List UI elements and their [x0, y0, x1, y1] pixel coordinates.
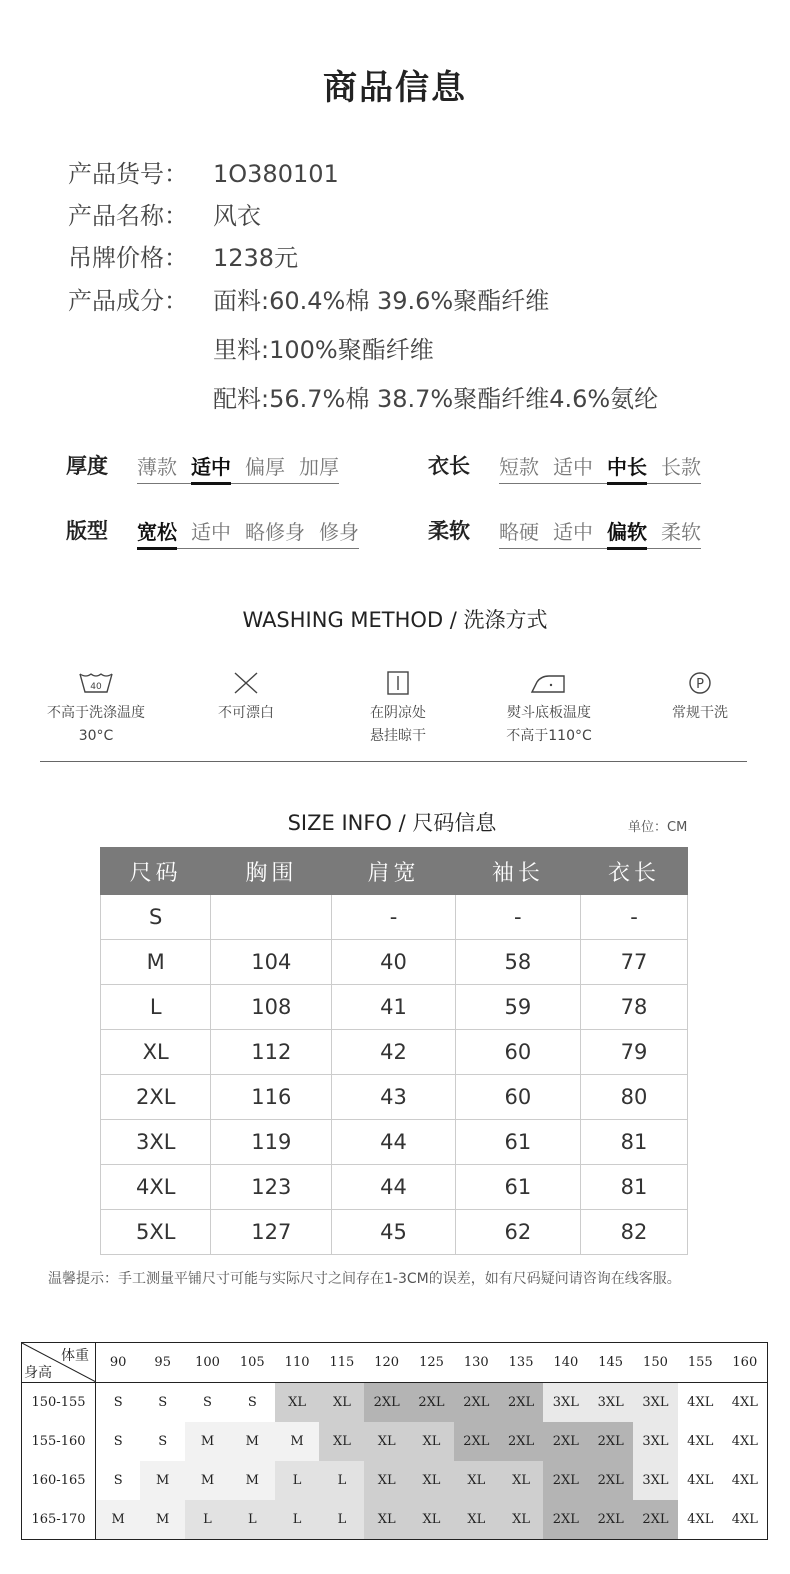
weight-header-cell: 105 — [230, 1343, 275, 1383]
fit-row — [22, 1461, 768, 1500]
fit-size-cell: 4XL — [678, 1461, 723, 1500]
attribute-options — [137, 516, 359, 549]
attribute-label: 版型 — [66, 519, 108, 543]
size-cell: 45 — [332, 1210, 455, 1255]
table-row — [101, 940, 688, 985]
size-cell: 112 — [211, 1030, 332, 1075]
dry-clean-letter: P — [696, 677, 704, 692]
fit-header-row — [22, 1343, 768, 1383]
size-cell: 82 — [580, 1210, 687, 1255]
weight-header-cell: 155 — [678, 1343, 723, 1383]
size-cell: 104 — [211, 940, 332, 985]
fit-size-cell: XL — [409, 1422, 454, 1461]
wash-item — [318, 670, 478, 748]
fit-size-cell: M — [140, 1500, 185, 1540]
fit-size-cell: 4XL — [723, 1383, 768, 1423]
wash-temp-text: 40 — [90, 682, 102, 692]
attribute-option: 适中 — [553, 455, 593, 479]
weight-header-cell: 160 — [723, 1343, 768, 1383]
weight-header-cell: 110 — [275, 1343, 320, 1383]
size-cell: 42 — [332, 1030, 455, 1075]
size-cell: 58 — [455, 940, 580, 985]
composition-lining: 里料:100%聚酯纤维 — [213, 336, 434, 364]
size-cell: 60 — [455, 1075, 580, 1120]
size-header-cell: 胸围 — [211, 848, 332, 895]
size-cell: - — [580, 895, 687, 940]
fit-size-cell: XL — [319, 1422, 364, 1461]
size-cell: 127 — [211, 1210, 332, 1255]
attribute-option: 长款 — [661, 455, 701, 479]
divider — [40, 761, 747, 762]
fit-size-cell: 2XL — [499, 1422, 544, 1461]
measurement-tip: 温馨提示：手工测量平铺尺寸可能与实际尺寸之间存在1-3CM的误差，如有尺码疑问请咨询在线客服。 — [48, 1271, 681, 1287]
fit-corner-cell — [22, 1343, 96, 1383]
size-cell: M — [101, 940, 211, 985]
info-key: 产品货号： — [68, 160, 188, 188]
weight-header-cell: 90 — [96, 1343, 141, 1383]
unit-label: 单位：CM — [628, 820, 688, 835]
size-table — [100, 847, 688, 1255]
attribute-options — [499, 451, 701, 484]
fit-size-cell: 2XL — [543, 1500, 588, 1540]
fit-size-cell: XL — [454, 1500, 499, 1540]
table-row — [101, 1210, 688, 1255]
size-cell: S — [101, 895, 211, 940]
wash-line1: 熨斗底板温度 — [507, 705, 591, 721]
dry-clean-p-icon — [680, 670, 720, 696]
fit-size-cell: M — [96, 1500, 141, 1540]
table-row — [101, 1165, 688, 1210]
size-cell: XL — [101, 1030, 211, 1075]
table-row — [101, 895, 688, 940]
fit-size-cell: XL — [409, 1500, 454, 1540]
size-cell: 81 — [580, 1165, 687, 1210]
weight-header-cell: 100 — [185, 1343, 230, 1383]
size-table-header — [101, 848, 688, 895]
size-cell: 108 — [211, 985, 332, 1030]
size-cell: 123 — [211, 1165, 332, 1210]
fit-size-cell: XL — [364, 1422, 409, 1461]
size-cell: 79 — [580, 1030, 687, 1075]
fit-size-cell: M — [230, 1461, 275, 1500]
fit-size-cell: 2XL — [588, 1500, 633, 1540]
attribute-label: 厚度 — [66, 454, 108, 478]
attribute-option: 加厚 — [299, 455, 339, 479]
table-row — [101, 1030, 688, 1075]
height-cell: 165-170 — [22, 1500, 96, 1540]
fit-size-cell: XL — [319, 1383, 364, 1423]
attribute-options — [499, 516, 701, 549]
wash-item — [620, 670, 780, 725]
info-row-price — [68, 238, 298, 273]
fit-size-cell: S — [230, 1383, 275, 1423]
attribute-option: 薄款 — [137, 455, 177, 479]
wash-item — [16, 670, 176, 748]
fit-size-cell: 2XL — [588, 1461, 633, 1500]
weight-label: 体重 — [61, 1348, 89, 1364]
size-cell: 116 — [211, 1075, 332, 1120]
fit-size-cell: M — [230, 1422, 275, 1461]
size-cell: 41 — [332, 985, 455, 1030]
wash-item — [469, 670, 629, 748]
size-cell — [211, 895, 332, 940]
no-bleach-icon — [226, 670, 266, 696]
fit-size-cell: XL — [454, 1461, 499, 1500]
size-cell: 62 — [455, 1210, 580, 1255]
size-cell: 78 — [580, 985, 687, 1030]
attribute-options — [137, 451, 339, 484]
attribute-option-selected: 宽松 — [137, 516, 177, 545]
fit-chart-table — [21, 1342, 768, 1540]
fit-size-cell: 4XL — [678, 1500, 723, 1540]
attribute-option-selected: 适中 — [191, 451, 231, 480]
table-row — [101, 1120, 688, 1165]
size-cell: 119 — [211, 1120, 332, 1165]
attribute-option: 柔软 — [661, 520, 701, 544]
fit-size-cell: 2XL — [364, 1383, 409, 1423]
size-cell: 43 — [332, 1075, 455, 1120]
wash-line1: 在阴凉处 — [370, 705, 426, 721]
attribute-option: 修身 — [319, 520, 359, 544]
line-dry-shade-icon — [378, 670, 418, 696]
fit-size-cell: 2XL — [409, 1383, 454, 1423]
weight-header-cell: 120 — [364, 1343, 409, 1383]
height-label: 身高 — [24, 1365, 52, 1381]
fit-size-cell: S — [140, 1422, 185, 1461]
wash-40-icon — [76, 670, 116, 696]
info-row-sku — [68, 154, 339, 189]
fit-size-cell: L — [275, 1500, 320, 1540]
wash-item — [166, 670, 326, 725]
fit-size-cell: L — [275, 1461, 320, 1500]
fit-size-cell: S — [96, 1383, 141, 1423]
fit-size-cell: S — [96, 1461, 141, 1500]
weight-header-cell: 130 — [454, 1343, 499, 1383]
weight-header-cell: 125 — [409, 1343, 454, 1383]
info-value: 1O380101 — [213, 160, 339, 188]
table-row — [101, 1075, 688, 1120]
fit-size-cell: 4XL — [723, 1422, 768, 1461]
attribute-option: 略修身 — [245, 520, 305, 544]
attribute-option: 短款 — [499, 455, 539, 479]
fit-size-cell: L — [230, 1500, 275, 1540]
washing-title: WASHING METHOD / 洗涤方式 — [242, 608, 548, 632]
info-value: 1238元 — [213, 244, 299, 272]
fit-size-cell: L — [185, 1500, 230, 1540]
fit-size-cell: 2XL — [454, 1422, 499, 1461]
height-cell: 160-165 — [22, 1461, 96, 1500]
height-cell: 155-160 — [22, 1422, 96, 1461]
height-cell: 150-155 — [22, 1383, 96, 1423]
attribute-option-selected: 偏软 — [607, 516, 647, 545]
size-cell: 44 — [332, 1120, 455, 1165]
size-info-title: SIZE INFO / 尺码信息 — [287, 811, 497, 835]
fit-chart-body — [22, 1343, 768, 1540]
fit-size-cell: 3XL — [543, 1383, 588, 1423]
weight-header-cell: 145 — [588, 1343, 633, 1383]
weight-header-cell: 95 — [140, 1343, 185, 1383]
info-row-name — [68, 196, 261, 231]
fit-size-cell: XL — [364, 1461, 409, 1500]
size-table-body — [101, 895, 688, 1255]
fit-size-cell: M — [185, 1461, 230, 1500]
size-header-cell: 尺码 — [101, 848, 211, 895]
fit-row — [22, 1383, 768, 1423]
attribute-label: 柔软 — [428, 519, 470, 543]
wash-line1: 不高于洗涤温度 — [47, 705, 145, 721]
fit-size-cell: 2XL — [633, 1500, 678, 1540]
attribute-option: 略硬 — [499, 520, 539, 544]
size-cell: 5XL — [101, 1210, 211, 1255]
fit-size-cell: M — [185, 1422, 230, 1461]
wash-line1: 常规干洗 — [672, 705, 728, 721]
page-title: 商品信息 — [323, 68, 467, 108]
size-cell: 77 — [580, 940, 687, 985]
wash-line1: 不可漂白 — [218, 705, 274, 721]
fit-size-cell: S — [96, 1422, 141, 1461]
size-cell: 61 — [455, 1165, 580, 1210]
size-cell: - — [455, 895, 580, 940]
fit-size-cell: L — [319, 1500, 364, 1540]
wash-line2: 30°C — [78, 728, 114, 744]
composition-trim: 配料:56.7%棉 38.7%聚酯纤维4.6%氨纶 — [213, 385, 659, 413]
fit-size-cell: XL — [499, 1461, 544, 1500]
fit-size-cell: 3XL — [633, 1383, 678, 1423]
attribute-label: 衣长 — [428, 454, 470, 478]
fit-size-cell: 2XL — [499, 1383, 544, 1423]
weight-header-cell: 140 — [543, 1343, 588, 1383]
size-cell: 60 — [455, 1030, 580, 1075]
info-value: 面料:60.4%棉 39.6%聚酯纤维 — [213, 287, 550, 315]
fit-row — [22, 1422, 768, 1461]
iron-icon — [529, 670, 569, 696]
attribute-option-selected: 中长 — [607, 451, 647, 480]
fit-size-cell: XL — [364, 1500, 409, 1540]
size-cell: 44 — [332, 1165, 455, 1210]
size-cell: 40 — [332, 940, 455, 985]
wash-line2: 悬挂晾干 — [370, 728, 426, 744]
fit-size-cell: 4XL — [678, 1422, 723, 1461]
wash-line2: 不高于110°C — [506, 728, 592, 744]
info-key: 产品名称： — [68, 202, 188, 230]
attribute-option: 适中 — [553, 520, 593, 544]
fit-size-cell: M — [140, 1461, 185, 1500]
size-header-cell: 袖长 — [455, 848, 580, 895]
weight-header-cell: 135 — [499, 1343, 544, 1383]
size-cell: 81 — [580, 1120, 687, 1165]
info-value: 风衣 — [213, 202, 261, 230]
fit-size-cell: 2XL — [543, 1422, 588, 1461]
attribute-option: 适中 — [191, 520, 231, 544]
size-cell: 61 — [455, 1120, 580, 1165]
attribute-option: 偏厚 — [245, 455, 285, 479]
weight-header-cell: 150 — [633, 1343, 678, 1383]
size-cell: 4XL — [101, 1165, 211, 1210]
size-cell: 59 — [455, 985, 580, 1030]
fit-size-cell: XL — [409, 1461, 454, 1500]
fit-size-cell: 3XL — [633, 1461, 678, 1500]
fit-size-cell: M — [275, 1422, 320, 1461]
size-cell: L — [101, 985, 211, 1030]
fit-size-cell: 3XL — [588, 1383, 633, 1423]
size-header-cell: 衣长 — [580, 848, 687, 895]
fit-size-cell: 2XL — [454, 1383, 499, 1423]
fit-size-cell: 2XL — [588, 1422, 633, 1461]
table-row — [101, 985, 688, 1030]
fit-size-cell: S — [185, 1383, 230, 1423]
size-header-cell: 肩宽 — [332, 848, 455, 895]
fit-size-cell: 4XL — [723, 1461, 768, 1500]
fit-size-cell: 4XL — [723, 1500, 768, 1540]
info-key: 产品成分： — [68, 287, 188, 315]
fit-size-cell: XL — [275, 1383, 320, 1423]
size-cell: - — [332, 895, 455, 940]
fit-size-cell: L — [319, 1461, 364, 1500]
info-key: 吊牌价格： — [68, 244, 188, 272]
fit-size-cell: 3XL — [633, 1422, 678, 1461]
fit-size-cell: 2XL — [543, 1461, 588, 1500]
fit-row — [22, 1500, 768, 1540]
fit-size-cell: 4XL — [678, 1383, 723, 1423]
size-cell: 3XL — [101, 1120, 211, 1165]
info-row-composition — [68, 281, 549, 316]
weight-header-cell: 115 — [319, 1343, 364, 1383]
size-cell: 2XL — [101, 1075, 211, 1120]
fit-size-cell: S — [140, 1383, 185, 1423]
fit-size-cell: XL — [499, 1500, 544, 1540]
size-cell: 80 — [580, 1075, 687, 1120]
